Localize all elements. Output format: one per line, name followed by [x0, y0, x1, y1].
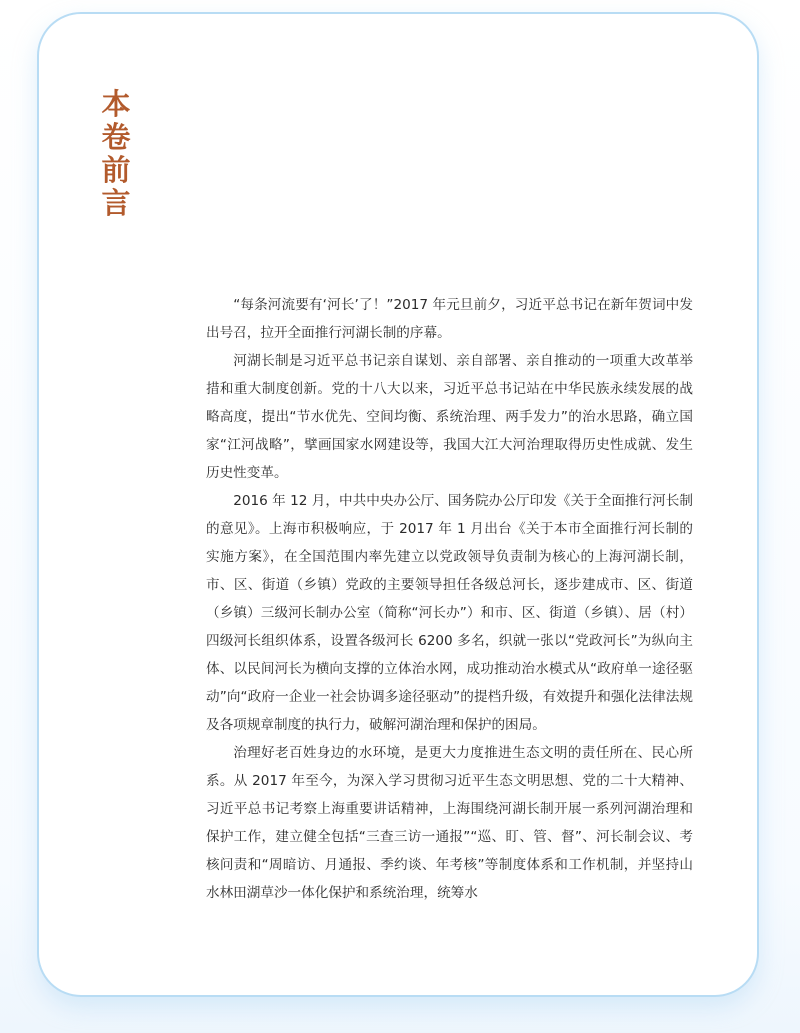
- paragraph: 2016 年 12 月，中共中央办公厅、国务院办公厅印发《关于全面推行河长制的意见》。上海市积极响应，于 2017 年 1 月出台《关于本市全面推行河长制的实施方案》，在全国范围内率先建立以党政领导负责制为核心的上海河湖长制，市、区、街道（乡镇）党政的主要领导担任各级总河长，逐步建成市、区、街道（乡镇）三级河长制办公室（简称“河长办”）和市、区、街道（乡镇）、居（村）四级河长组织体系，设置各级河长 6200 多名，织就一张以“党政河长”为纵向主体、以民间河长为横向支撑的立体治水网，成功推动治水模式从“政府单一途径驱动”向“政府一企业一社会协调多途径驱动”的提档升级，有效提升和强化法律法规及各项规章制度的执行力，破解河湖治理和保护的困局。: [206, 493, 693, 733]
- preface-body: [206, 291, 693, 907]
- title-char: 前: [101, 153, 131, 187]
- title-char: 卷: [101, 120, 131, 154]
- paragraph: 河湖长制是习近平总书记亲自谋划、亲自部署、亲自推动的一项重大改革举措和重大制度创新。党的十八大以来，习近平总书记站在中华民族永续发展的战略高度，提出“节水优先、空间均衡、系统治理、两手发力”的治水思路，确立国家“江河战略”，擘画国家水网建设等，我国大江大河治理取得历史性成就、发生历史性变革。: [206, 353, 693, 481]
- vertical-title: [99, 88, 133, 220]
- title-char: 本: [101, 87, 131, 121]
- paragraph: 治理好老百姓身边的水环境，是更大力度推进生态文明的责任所在、民心所系。从 2017 年至今，为深入学习贯彻习近平生态文明思想、党的二十大精神、习近平总书记考察上海重要讲话精神，上海围绕河湖长制开展一系列河湖治理和保护工作，建立健全包括“三查三访一通报”“巡、盯、管、督”、河长制会议、考核问责和“周暗访、月通报、季约谈、年考核”等制度体系和工作机制，并坚持山水林田湖草沙一体化保护和系统治理，统筹水: [206, 745, 693, 901]
- title-char: 言: [101, 186, 131, 220]
- paragraph: “每条河流要有‘河长’了！”2017 年元旦前夕，习近平总书记在新年贺词中发出号召，拉开全面推行河湖长制的序幕。: [206, 297, 693, 341]
